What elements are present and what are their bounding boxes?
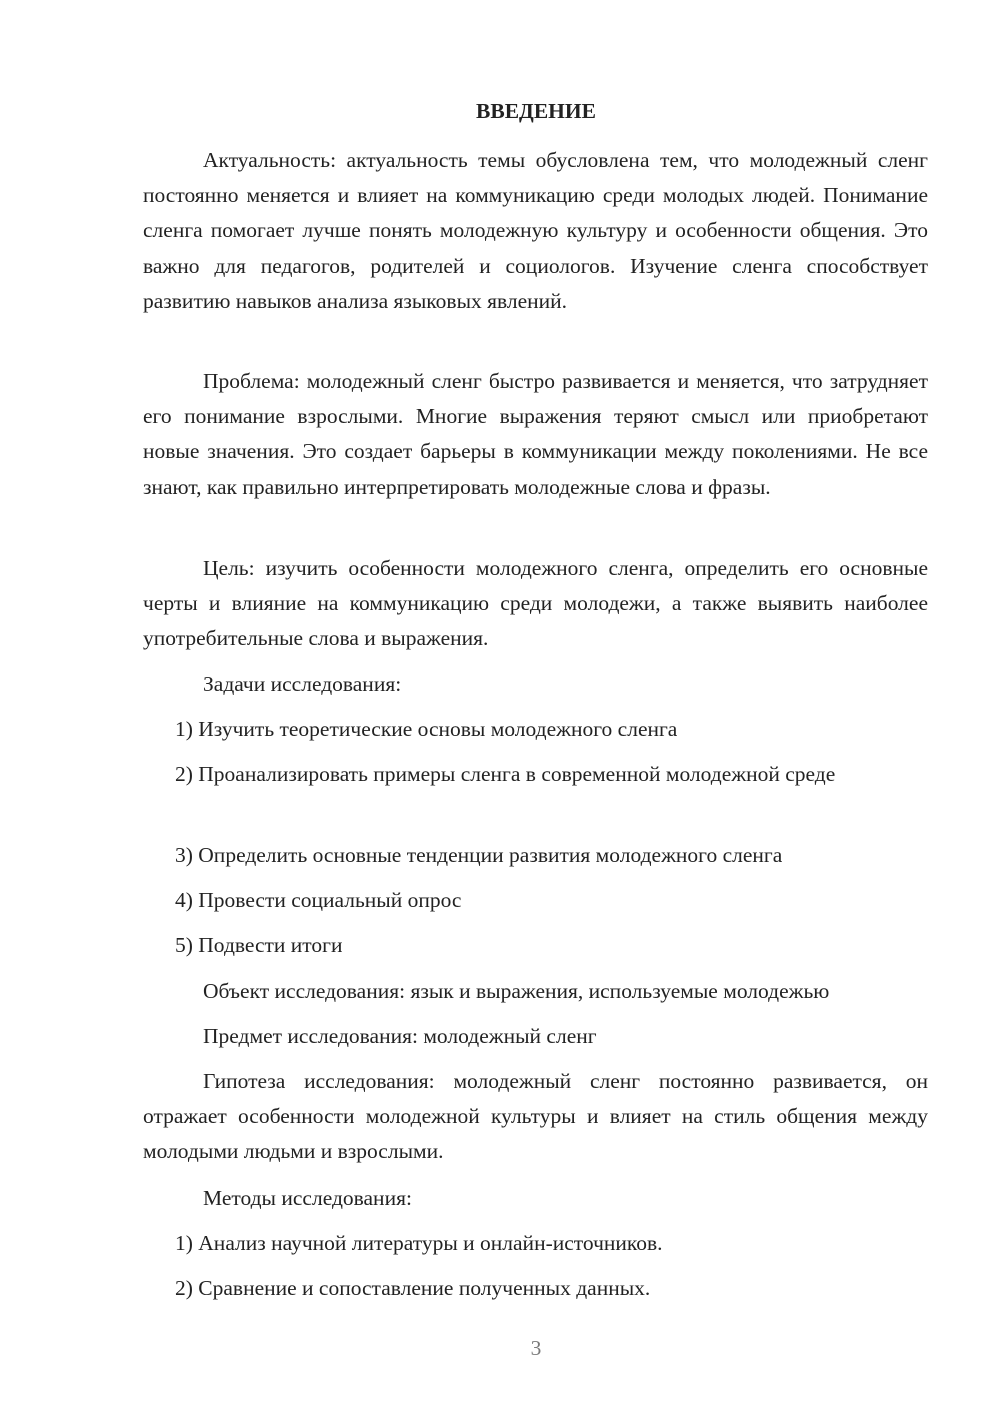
page-number: 3 <box>530 1336 542 1360</box>
paragraph-goal: Цель: изучить особенности молодежного сленга, определить его основные черты и влияние на коммуникацию среди молодежи, а также выявить наиболее употребительные слова и выражения. <box>143 556 928 651</box>
task-item-1: 1) Изучить теоретические основы молодежного сленга <box>175 717 678 741</box>
paragraph-hypothesis: Гипотеза исследования: молодежный сленг постоянно развивается, он отражает особенности молодежной культуры и влияет на стиль общения между молодыми людьми и взрослыми. <box>143 1069 928 1164</box>
research-subject: Предмет исследования: молодежный сленг <box>203 1024 597 1048</box>
page-title: ВВЕДЕНИЕ <box>476 99 596 123</box>
task-item-5: 5) Подвести итоги <box>175 933 343 957</box>
task-item-4: 4) Провести социальный опрос <box>175 888 462 912</box>
task-item-2: 2) Проанализировать примеры сленга в современной молодежной среде <box>175 762 836 786</box>
method-item-1: 1) Анализ научной литературы и онлайн-источников. <box>175 1231 663 1255</box>
paragraph-problem: Проблема: молодежный сленг быстро развивается и меняется, что затрудняет его понимание взрослыми. Многие выражения теряют смысл или приобретают новые значения. Это создает барьеры в коммуникации между поколениями. Не все знают, как правильно интерпретировать молодежные слова и фразы. <box>143 369 928 499</box>
method-item-2: 2) Сравнение и сопоставление полученных данных. <box>175 1276 651 1300</box>
methods-heading: Методы исследования: <box>203 1186 412 1210</box>
tasks-heading: Задачи исследования: <box>203 672 402 696</box>
task-item-3: 3) Определить основные тенденции развития молодежного сленга <box>175 843 783 867</box>
research-object: Объект исследования: язык и выражения, используемые молодежью <box>203 979 830 1003</box>
paragraph-relevance: Актуальность: актуальность темы обусловлена тем, что молодежный сленг постоянно меняется и влияет на коммуникацию среди молодых людей. Понимание сленга помогает лучше понять молодежную культуру и особенности общения. Это важно для педагогов, родителей и социологов. Изучение сленга способствует развитию навыков анализа языковых явлений. <box>143 148 928 313</box>
